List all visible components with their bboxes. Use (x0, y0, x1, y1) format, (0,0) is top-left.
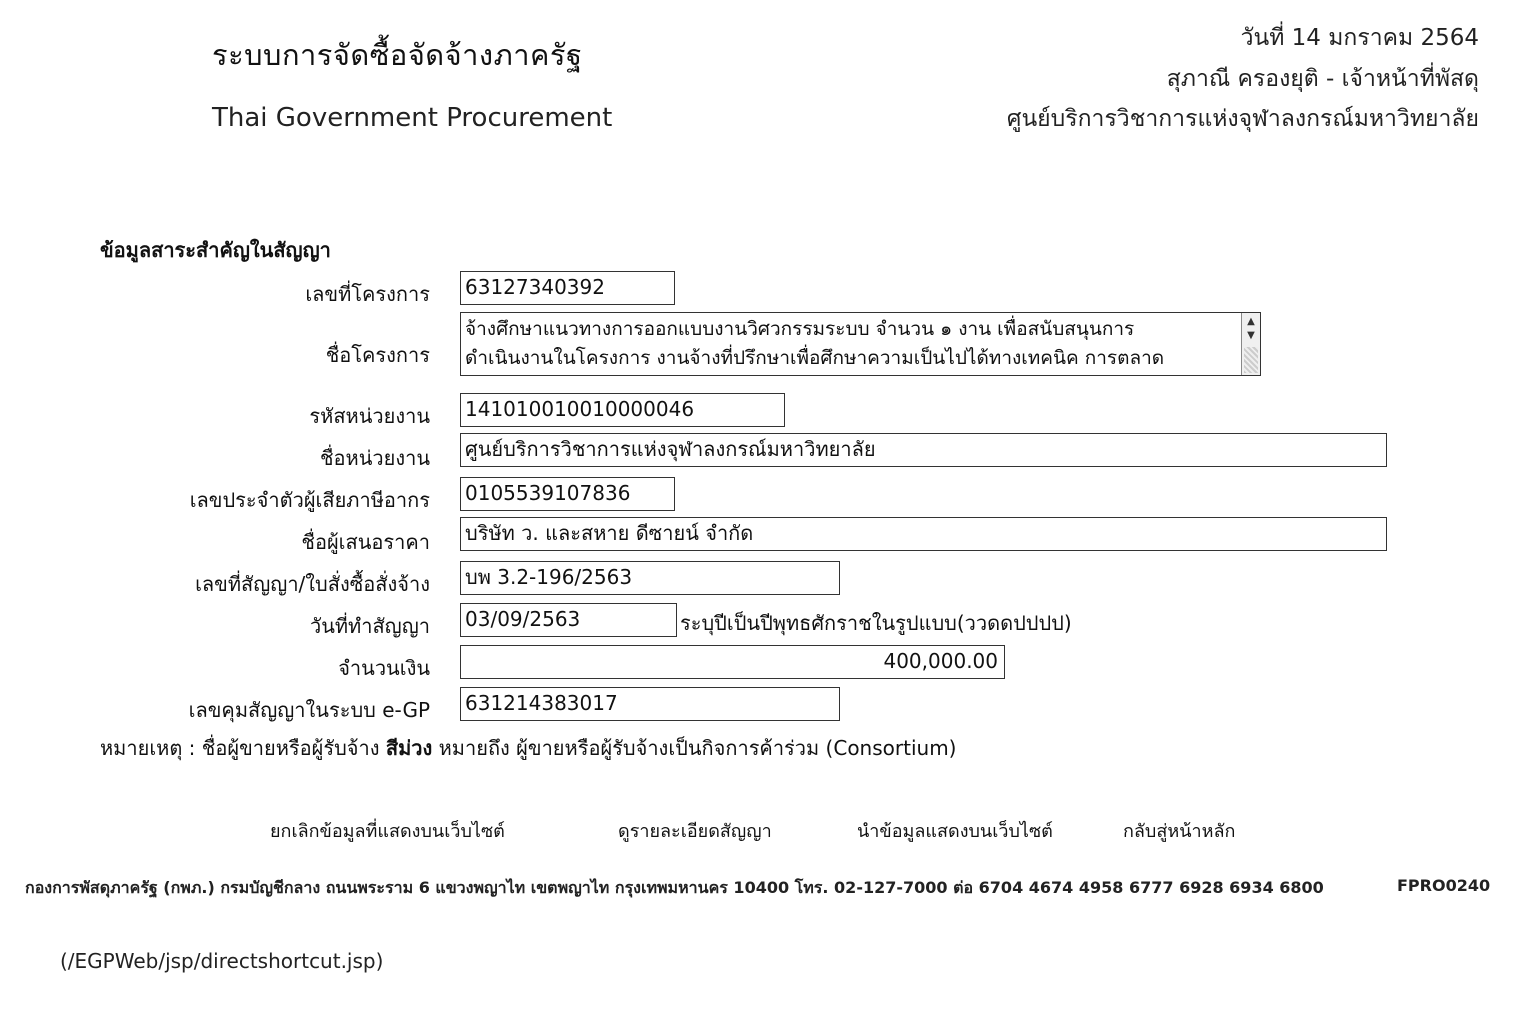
project-name-line-1: จ้างศึกษาแนวทางการออกแบบงานวิศวกรรมระบบ จำนวน ๑ งาน เพื่อสนับสนุนการ (465, 318, 1135, 340)
current-date: วันที่ 14 มกราคม 2564 (1240, 25, 1479, 51)
contract-no-label: เลขที่สัญญา/ใบสั่งซื้อสั่งจ้าง (195, 572, 430, 596)
unit-name-field[interactable]: ศูนย์บริการวิชาการแห่งจุฬาลงกรณ์มหาวิทยาลัย (460, 433, 1387, 467)
tax-id-field[interactable]: 0105539107836 (460, 477, 675, 511)
unit-name-label: ชื่อหน่วยงาน (319, 446, 430, 470)
user-name-role: สุภาณี ครองยุติ - เจ้าหน้าที่พัสดุ (1166, 66, 1479, 92)
egp-no-label: เลขคุมสัญญาในระบบ e-GP (188, 698, 430, 722)
contract-date-label: วันที่ทำสัญญา (309, 614, 430, 638)
project-name-line-2: ดำเนินงานในโครงการ งานจ้างที่ปรึกษาเพื่อศึกษาความเป็นไปได้ทางเทคนิค การตลาด (465, 347, 1165, 369)
view-contract-detail-link[interactable]: ดูรายละเอียดสัญญา (618, 821, 772, 842)
system-title-english: Thai Government Procurement (212, 103, 613, 133)
note-suffix: หมายถึง ผู้ขายหรือผู้รับจ้างเป็นกิจการค้าร่วม (Consortium) (432, 736, 957, 760)
unit-code-label: รหัสหน่วยงาน (309, 404, 430, 428)
contract-date-hint: ระบุปีเป็นปีพุทธศักราชในรูปแบบ(ววดดปปปป) (680, 611, 1072, 635)
project-name-textarea[interactable] (460, 312, 1261, 376)
bidder-label: ชื่อผู้เสนอราคา (301, 530, 430, 554)
section-title: ข้อมูลสาระสำคัญในสัญญา (100, 238, 331, 262)
page-code: FPRO0240 (1397, 876, 1491, 895)
amount-label: จำนวนเงิน (338, 656, 430, 680)
system-title-thai: ระบบการจัดซื้อจัดจ้างภาครัฐ (212, 38, 583, 72)
unit-code-field[interactable]: 141010010010000046 (460, 393, 785, 427)
textarea-scrollbar[interactable] (1241, 313, 1260, 375)
scroll-up-icon[interactable]: ▲ (1247, 316, 1255, 327)
contract-no-field[interactable]: บพ 3.2-196/2563 (460, 561, 840, 595)
cancel-display-link[interactable]: ยกเลิกข้อมูลที่แสดงบนเว็บไซต์ (270, 821, 505, 842)
back-to-home-link[interactable]: กลับสู่หน้าหลัก (1123, 821, 1236, 842)
tax-id-label: เลขประจำตัวผู้เสียภาษีอากร (189, 488, 430, 512)
footer-contact: กองการพัสดุภาครัฐ (กพภ.) กรมบัญชีกลาง ถนนพระราม 6 แขวงพญาไท เขตพญาไท กรุงเทพมหานคร 10400 โทร. 02-127-7000 ต่อ 6704 4674 4958 6777 6928 6934 6800 (25, 878, 1324, 897)
publish-to-website-link[interactable]: นำข้อมูลแสดงบนเว็บไซต์ (857, 821, 1053, 842)
project-no-label: เลขที่โครงการ (305, 282, 430, 306)
note-text (100, 732, 956, 764)
note-purple-word: สีม่วง (385, 736, 433, 760)
project-name-label: ชื่อโครงการ (325, 343, 430, 367)
bidder-field[interactable]: บริษัท ว. และสหาย ดีซายน์ จำกัด (460, 517, 1387, 551)
egp-no-field[interactable]: 631214383017 (460, 687, 840, 721)
project-no-field[interactable]: 63127340392 (460, 271, 675, 305)
amount-field[interactable]: 400,000.00 (460, 645, 1005, 679)
scroll-down-icon[interactable]: ▼ (1247, 330, 1255, 341)
user-organization: ศูนย์บริการวิชาการแห่งจุฬาลงกรณ์มหาวิทยาลัย (1006, 106, 1479, 132)
scrollbar-track[interactable] (1244, 347, 1258, 373)
page-path: (/EGPWeb/jsp/directshortcut.jsp) (60, 949, 384, 973)
contract-date-field[interactable]: 03/09/2563 (460, 603, 677, 637)
note-prefix: หมายเหตุ : ชื่อผู้ขายหรือผู้รับจ้าง (100, 736, 386, 760)
